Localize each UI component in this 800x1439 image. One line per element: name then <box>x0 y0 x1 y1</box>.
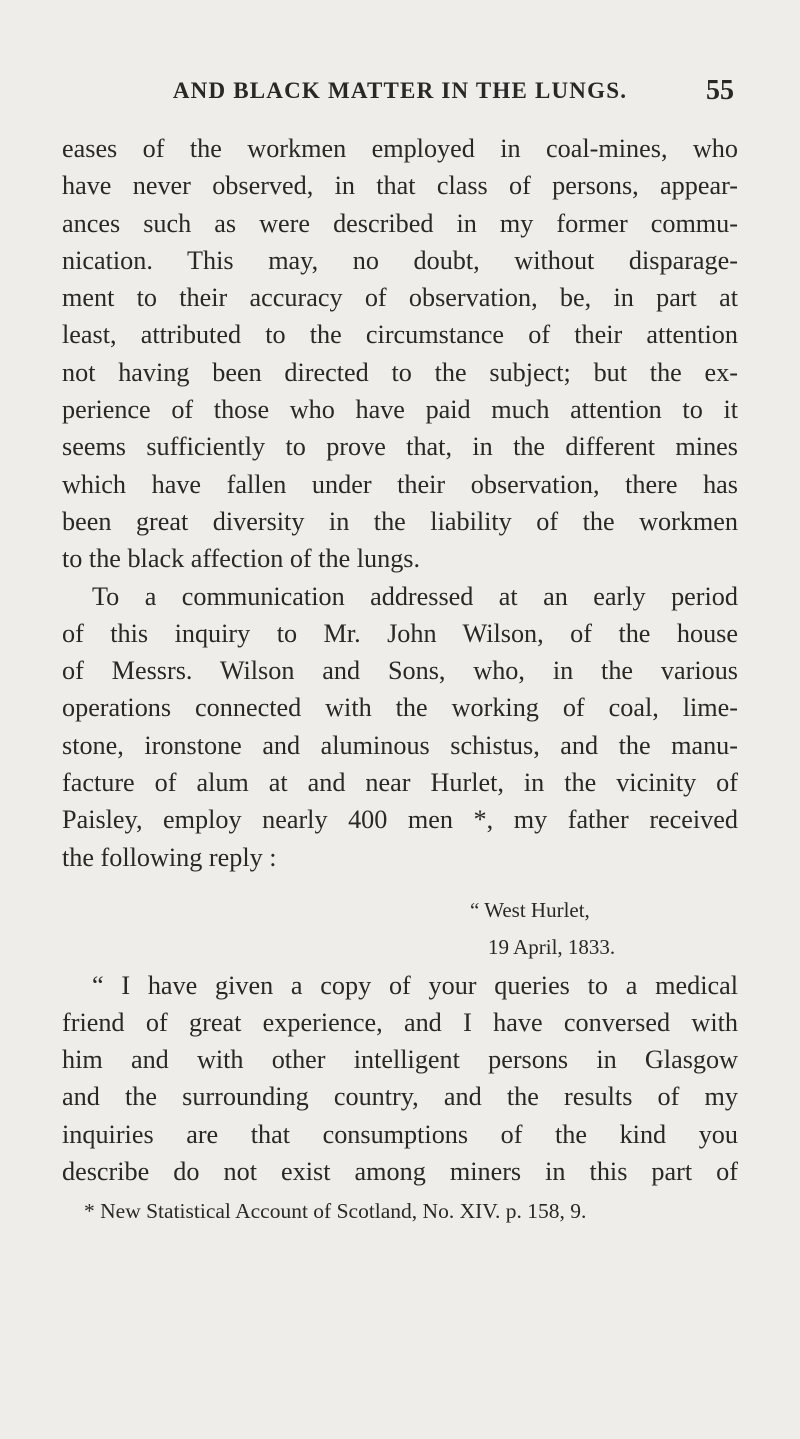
text-line: ances such as were described in my former commu- <box>62 208 738 238</box>
text-line: nication. This may, no doubt, without disparage- <box>62 245 738 275</box>
text-line: stone, ironstone and aluminous schistus, and the manu- <box>62 730 738 760</box>
letter-line: “ I have given a copy of your queries to a medical <box>92 970 738 1000</box>
letter-place: “ West Hurlet, <box>470 897 590 922</box>
letter-line: him and with other intelligent persons in Glasgow <box>62 1045 738 1075</box>
text-line: seems sufficiently to prove that, in the different mines <box>62 432 738 462</box>
text-line: least, attributed to the circumstance of their attention <box>62 320 738 350</box>
page-number: 55 <box>706 75 734 106</box>
letter-date: 19 April, 1833. <box>488 935 616 960</box>
letter-line: friend of great experience, and I have conversed with <box>62 1007 738 1037</box>
text-line: which have fallen under their observation, there has <box>62 469 738 499</box>
running-header <box>60 74 740 108</box>
text-line: have never observed, in that class of persons, appear- <box>62 171 738 201</box>
running-title: AND BLACK MATTER IN THE LUNGS. <box>172 78 628 103</box>
text-line: facture of alum at and near Hurlet, in the vicinity of <box>62 768 738 798</box>
body-text <box>62 130 738 1190</box>
text-line: been great diversity in the liability of the workmen <box>62 506 738 536</box>
text-line: perience of those who have paid much attention to it <box>62 395 738 425</box>
letter-line: and the surrounding country, and the results of my <box>62 1082 738 1112</box>
footnote: * New Statistical Account of Scotland, No. XIV. p. 158, 9. <box>84 1199 587 1223</box>
text-line: Paisley, employ nearly 400 men *, my father received <box>62 805 738 835</box>
paragraph-start-line: To a communication addressed at an early period <box>92 581 738 611</box>
text-line: ment to their accuracy of observation, be, in part at <box>62 283 738 313</box>
text-line: the following reply : <box>62 842 277 872</box>
letter-line: describe do not exist among miners in this part of <box>62 1157 738 1187</box>
text-line: not having been directed to the subject; but the ex- <box>62 357 738 387</box>
text-line: operations connected with the working of coal, lime- <box>62 693 738 723</box>
spacer <box>62 876 738 892</box>
letter-line: inquiries are that consumptions of the kind you <box>62 1119 738 1149</box>
text-line: of this inquiry to Mr. John Wilson, of the house <box>62 618 738 648</box>
text-line: of Messrs. Wilson and Sons, who, in the various <box>62 656 738 686</box>
text-line: eases of the workmen employed in coal-mines, who <box>62 134 738 163</box>
text-line: to the black affection of the lungs. <box>62 544 421 574</box>
